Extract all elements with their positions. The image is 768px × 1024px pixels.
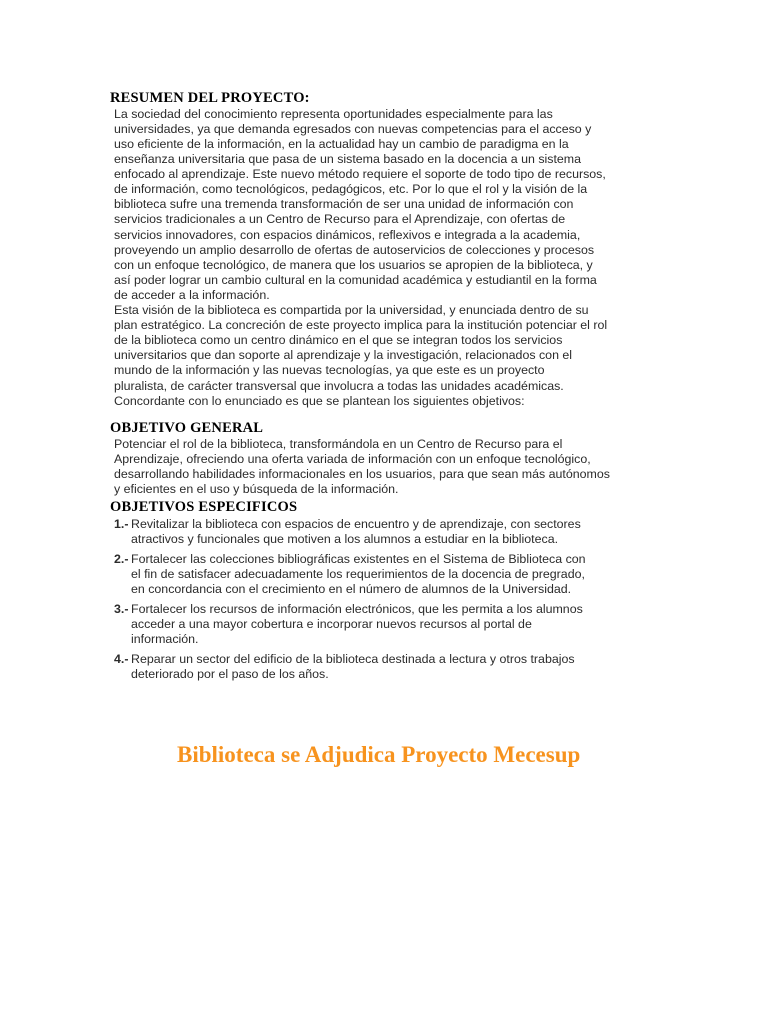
resumen-line: enfocado al aprendizaje. Este nuevo método requiere el soporte de todo tipo de recursos, <box>114 167 606 181</box>
resumen-line: Concordante con lo enunciado es que se plantean los siguientes objetivos: <box>114 394 525 408</box>
resumen-line: de información, como tecnológicos, pedagógicos, etc. Por lo que el rol y la visión de la <box>114 182 588 196</box>
list-item-number: 1.- <box>114 517 129 531</box>
resumen-heading: RESUMEN DEL PROYECTO: <box>110 90 310 106</box>
resumen-line: universidades, ya que demanda egresados con nuevas competencias para el acceso y <box>114 122 592 136</box>
list-item-line: Revitalizar la biblioteca con espacios de encuentro y de aprendizaje, con sectores <box>131 517 581 531</box>
list-item-line: el fin de satisfacer adecuadamente los requerimientos de la docencia de pregrado, <box>131 567 585 581</box>
list-item-number: 3.- <box>114 602 129 616</box>
list-item-line: atractivos y funcionales que motiven a los alumnos a estudiar en la biblioteca. <box>131 532 559 546</box>
objetivo-general-line: desarrollando habilidades informacionales en los usuarios, para que sean más autónomos <box>114 467 610 481</box>
list-item-line: en concordancia con el crecimiento en el número de alumnos de la Universidad. <box>131 582 572 596</box>
resumen-line: enseñanza universitaria que pasa de un sistema basado en la docencia a un sistema <box>114 152 582 166</box>
resumen-line: plan estratégico. La concreción de este proyecto implica para la institución potenciar el rol <box>114 318 608 332</box>
resumen-line: La sociedad del conocimiento representa oportunidades especialmente para las <box>114 107 553 121</box>
list-item-line: Fortalecer las colecciones bibliográficas existentes en el Sistema de Biblioteca con <box>131 552 586 566</box>
resumen-line: Esta visión de la biblioteca es compartida por la universidad, y enunciada dentro de su <box>114 303 589 317</box>
resumen-line: de acceder a la información. <box>114 288 270 302</box>
resumen-line: biblioteca sufre una tremenda transformación de ser una unidad de información con <box>114 197 574 211</box>
resumen-line: servicios tradicionales a un Centro de Recurso para el Aprendizaje, con ofertas de <box>114 212 566 226</box>
resumen-line: servicios innovadores, con espacios dinámicos, reflexivos e integrada a la academia, <box>114 228 581 242</box>
footer-title: Biblioteca se Adjudica Proyecto Mecesup <box>177 742 581 767</box>
resumen-line: así poder lograr un cambio cultural en la comunidad académica y estudiantil en la forma <box>114 273 597 287</box>
resumen-line: pluralista, de carácter transversal que involucra a todas las unidades académicas. <box>114 379 564 393</box>
list-item-line: información. <box>131 632 199 646</box>
list-item-line: Fortalecer los recursos de información electrónicos, que les permita a los alumnos <box>131 602 583 616</box>
resumen-line: con un enfoque tecnológico, de manera que los usuarios se apropien de la biblioteca, y <box>114 258 593 272</box>
list-item-line: deteriorado por el paso de los años. <box>131 667 329 681</box>
objetivo-general-line: Potenciar el rol de la biblioteca, transformándola en un Centro de Recurso para el <box>114 437 563 451</box>
objetivo-general-heading: OBJETIVO GENERAL <box>110 420 264 436</box>
objetivos-especificos-heading: OBJETIVOS ESPECIFICOS <box>110 499 298 515</box>
list-item-number: 2.- <box>114 552 129 566</box>
objetivo-general-line: Aprendizaje, ofreciendo una oferta variada de información con un enfoque tecnológico, <box>114 452 591 466</box>
resumen-line: de la biblioteca como un centro dinámico en el que se integran todos los servicios <box>114 333 563 347</box>
resumen-line: mundo de la información y las nuevas tecnologías, ya que este es un proyecto <box>114 363 545 377</box>
objetivo-general-line: y eficientes en el uso y búsqueda de la información. <box>114 482 399 496</box>
list-item-line: Reparar un sector del edificio de la biblioteca destinada a lectura y otros trabajos <box>131 652 575 666</box>
list-item-line: acceder a una mayor cobertura e incorporar nuevos recursos al portal de <box>131 617 532 631</box>
list-item-number: 4.- <box>114 652 129 666</box>
resumen-line: universitarios que dan soporte al aprendizaje y la investigación, relacionados con el <box>114 348 573 362</box>
resumen-line: proveyendo un amplio desarrollo de ofertas de autoservicios de colecciones y procesos <box>114 243 595 257</box>
resumen-line: uso eficiente de la información, en la actualidad hay un cambio de paradigma en la <box>114 137 569 151</box>
